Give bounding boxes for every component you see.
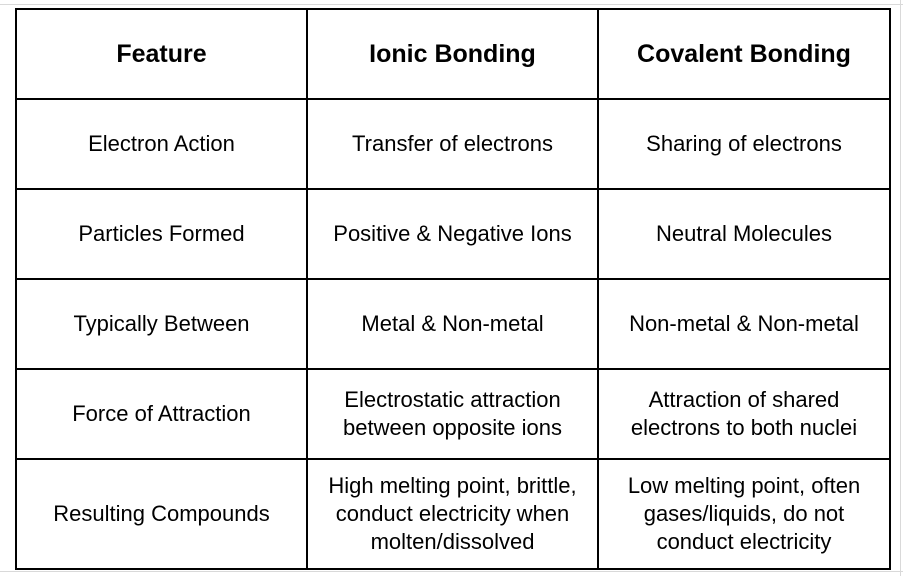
- table-cell-covalent[interactable]: Low melting point, often gases/liquids, do not conduct electricity: [598, 459, 890, 569]
- header-cell-feature[interactable]: Feature: [16, 9, 307, 99]
- table-row: [16, 369, 890, 459]
- table-cell-feature[interactable]: Resulting Compounds: [16, 459, 307, 569]
- table-row: [16, 279, 890, 369]
- table-row: [16, 459, 890, 569]
- header-cell-ionic-bonding[interactable]: Ionic Bonding: [307, 9, 598, 99]
- table-row: [16, 189, 890, 279]
- table-header-row: [16, 9, 890, 99]
- table-row: [16, 99, 890, 189]
- table-cell-feature[interactable]: Force of Attraction: [16, 369, 307, 459]
- table-cell-ionic[interactable]: Transfer of electrons: [307, 99, 598, 189]
- table-cell-ionic[interactable]: High melting point, brittle, conduct electricity when molten/dissolved: [307, 459, 598, 569]
- table-cell-feature[interactable]: Typically Between: [16, 279, 307, 369]
- header-cell-covalent-bonding[interactable]: Covalent Bonding: [598, 9, 890, 99]
- bonding-comparison-table: [15, 8, 891, 570]
- table-cell-feature[interactable]: Particles Formed: [16, 189, 307, 279]
- table-cell-feature[interactable]: Electron Action: [16, 99, 307, 189]
- table-cell-ionic[interactable]: Electrostatic attraction between opposite ions: [307, 369, 598, 459]
- table-cell-ionic[interactable]: Positive & Negative Ions: [307, 189, 598, 279]
- table-cell-covalent[interactable]: Sharing of electrons: [598, 99, 890, 189]
- table-cell-covalent[interactable]: Neutral Molecules: [598, 189, 890, 279]
- sheet-gridline: [0, 571, 903, 572]
- table-cell-covalent[interactable]: Non-metal & Non-metal: [598, 279, 890, 369]
- table-cell-ionic[interactable]: Metal & Non-metal: [307, 279, 598, 369]
- table-cell-covalent[interactable]: Attraction of shared electrons to both nuclei: [598, 369, 890, 459]
- sheet-gridline: [0, 4, 903, 5]
